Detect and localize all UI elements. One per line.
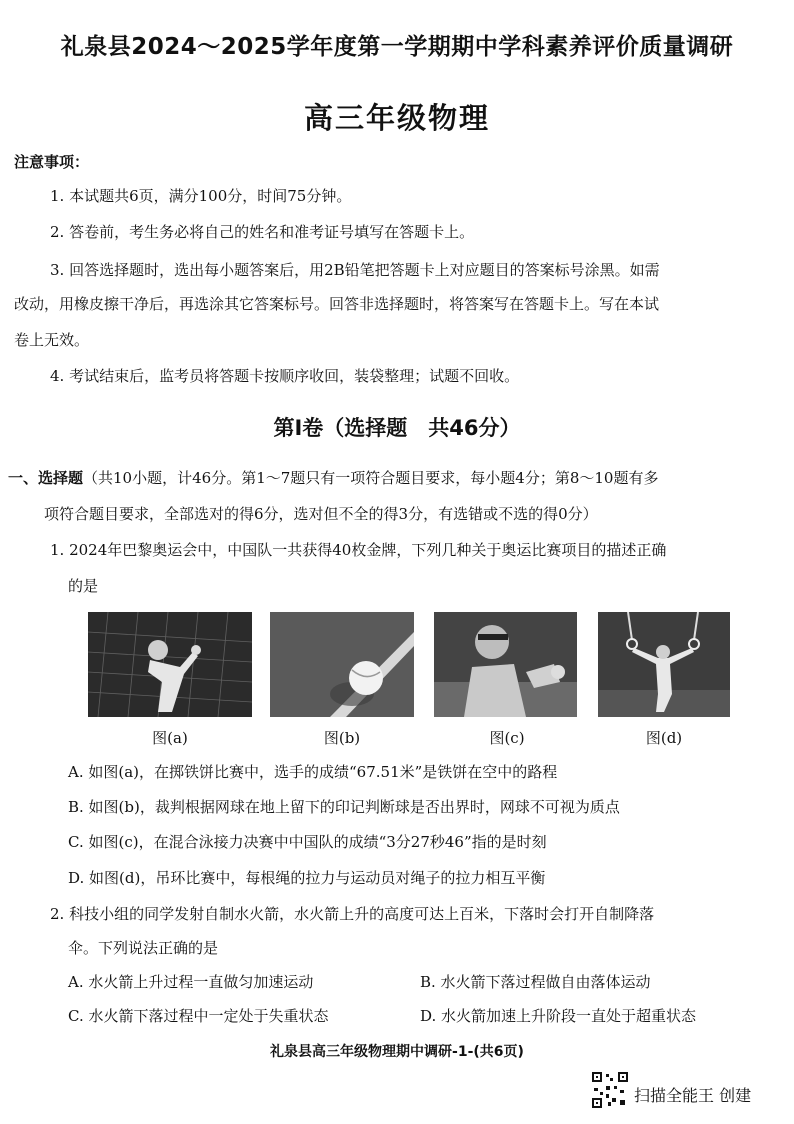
section-title: 第Ⅰ卷（选择题 共46分） — [273, 416, 521, 440]
figure-b-caption: 图(b) — [323, 729, 361, 747]
subject-title: 高三年级物理 — [303, 101, 490, 135]
notes-heading: 注意事项： — [14, 153, 90, 171]
figure-c-swimmer-photo — [434, 612, 577, 717]
note-item: 1. 本试题共6页，满分100分，时间75分钟。 — [50, 187, 352, 205]
page-footer: 礼泉县高三年级物理期中调研-1-(共6页) — [270, 1044, 524, 1060]
q2-option-b: B. 水火箭下落过程做自由落体运动 — [420, 973, 651, 991]
q1-option-b: B. 如图(b)，裁判根据网球在地上留下的印记判断球是否出界时，网球不可视为质点 — [68, 798, 620, 816]
figure-a-discus-photo — [88, 612, 252, 717]
note-item: 卷上无效。 — [14, 331, 90, 349]
q1-option-c: C. 如图(c)，在混合泳接力决赛中中国队的成绩“3分27秒46”指的是时刻 — [68, 833, 547, 851]
note-item: 改动，用橡皮擦干净后，再选涂其它答案标号。回答非选择题时，将答案写在答题卡上。写在本试 — [14, 295, 660, 313]
figure-c-caption: 图(c) — [489, 729, 525, 747]
figure-a-caption: 图(a) — [152, 729, 188, 747]
part-desc-cont: 项符合题目要求，全部选对的得6分，选对但不全的得3分，有选错或不选的得0分） — [44, 505, 598, 523]
q1-option-d: D. 如图(d)，吊环比赛中，每根绳的拉力与运动员对绳子的拉力相互平衡 — [68, 869, 546, 887]
q1-stem: 1. 2024年巴黎奥运会中，中国队一共获得40枚金牌，下列几种关于奥运比赛项目的描述正确 — [50, 541, 667, 559]
note-item: 4. 考试结束后，监考员将答题卡按顺序收回，装袋整理；试题不回收。 — [50, 367, 520, 385]
note-item: 2. 答卷前，考生务必将自己的姓名和准考证号填写在答题卡上。 — [50, 223, 475, 241]
q1-stem-cont: 的是 — [68, 577, 99, 595]
q2-option-a: A. 水火箭上升过程一直做匀加速运动 — [68, 973, 314, 991]
figure-b-tennis-ball-photo — [270, 612, 414, 717]
figure-d-caption: 图(d) — [645, 729, 683, 747]
q2-stem-cont: 伞。下列说法正确的是 — [68, 939, 219, 957]
part-desc: （共10小题，计46分。第1～7题只有一项符合题目要求，每小题4分；第8～10题有多 — [83, 469, 659, 487]
qr-code-icon — [592, 1072, 628, 1108]
scanner-watermark: 扫描全能王 创建 — [634, 1086, 752, 1105]
q2-option-c: C. 水火箭下落过程中一定处于失重状态 — [68, 1007, 329, 1025]
q1-option-a: A. 如图(a)，在掷铁饼比赛中，选手的成绩“67.51米”是铁饼在空中的路程 — [68, 763, 558, 781]
part-label: 一、选择题 — [8, 469, 84, 487]
exam-title: 礼泉县2024～2025学年度第一学期期中学科素养评价质量调研 — [60, 34, 734, 60]
q2-stem: 2. 科技小组的同学发射自制水火箭，水火箭上升的高度可达上百米，下落时会打开自制降落 — [50, 905, 655, 923]
note-item: 3. 回答选择题时，选出每小题答案后，用2B铅笔把答题卡上对应题目的答案标号涂黑。如需 — [50, 261, 660, 279]
figure-d-rings-photo — [598, 612, 730, 717]
part-intro — [8, 468, 658, 488]
q2-option-d: D. 水火箭加速上升阶段一直处于超重状态 — [420, 1007, 697, 1025]
